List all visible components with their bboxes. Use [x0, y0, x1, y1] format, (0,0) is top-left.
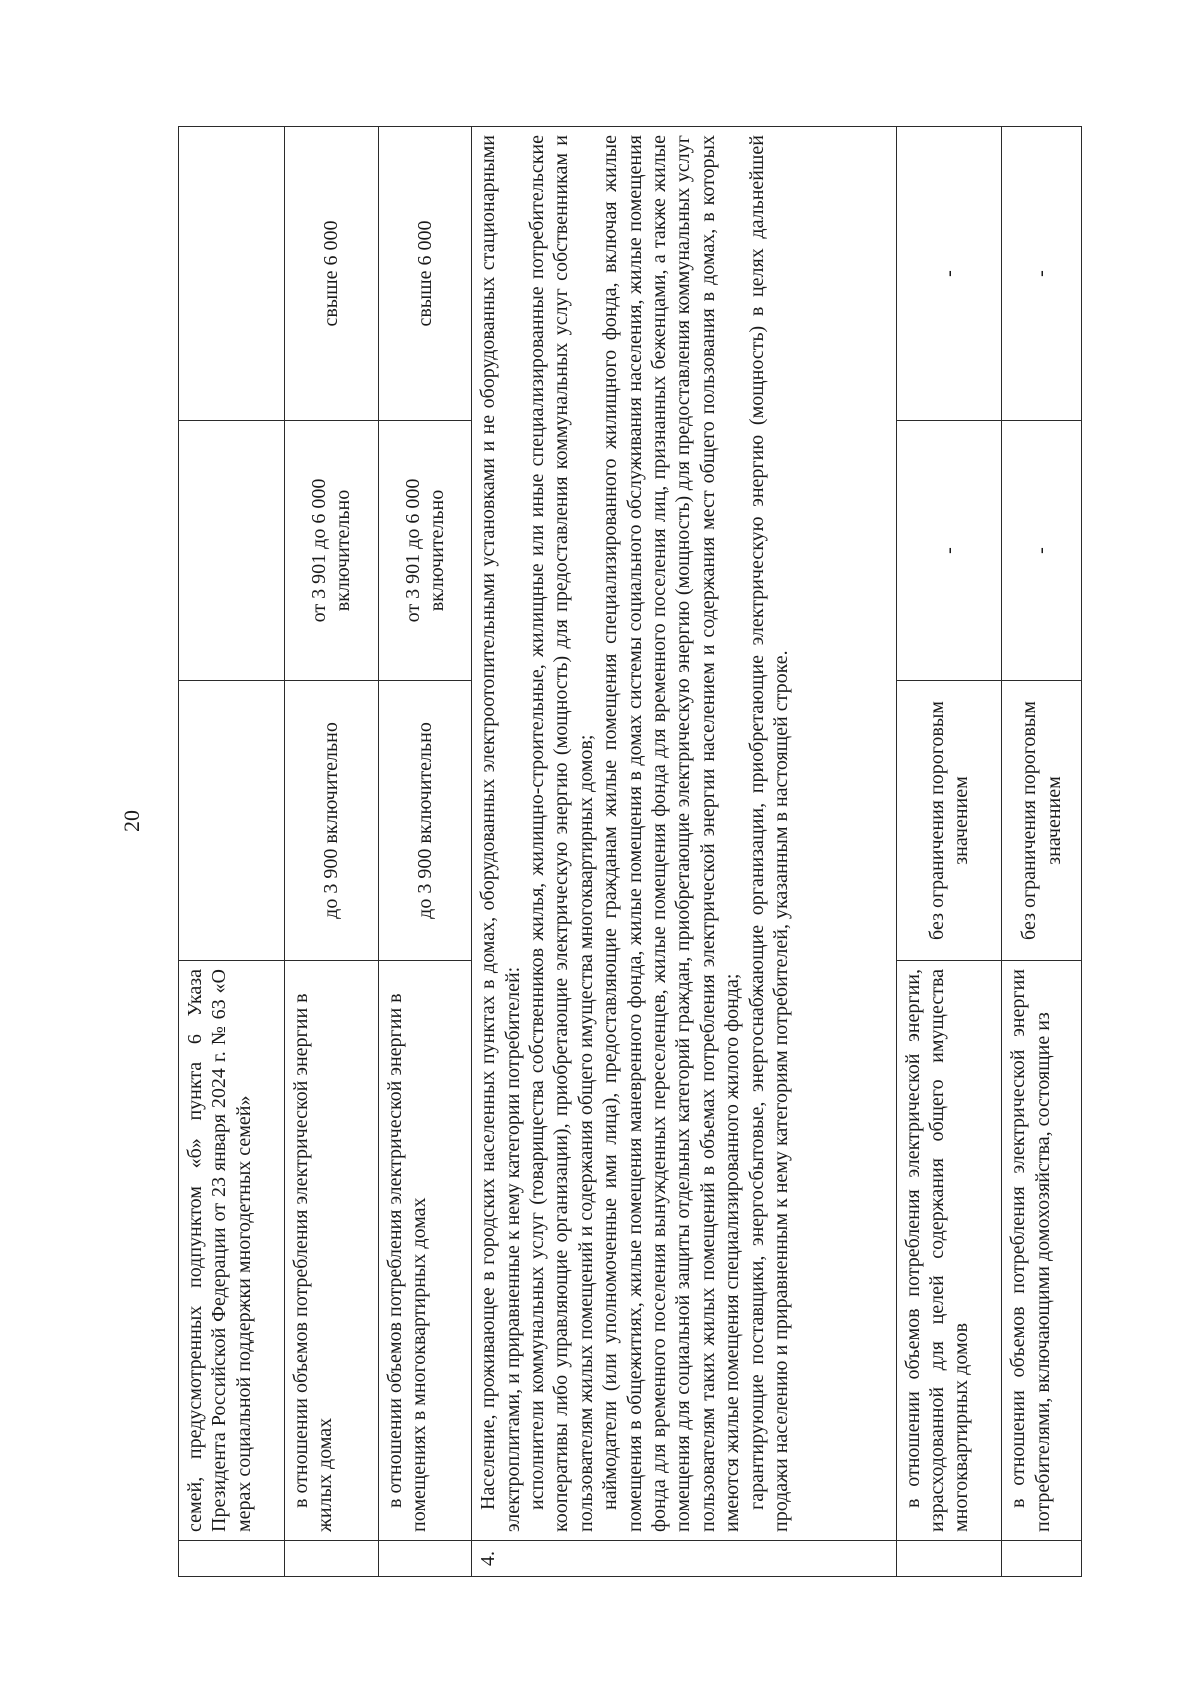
rotated-table-container: [178, 127, 1082, 1577]
table-row: [1002, 127, 1082, 1577]
table-row: [179, 127, 285, 1577]
paragraph: Население, проживающее в городских населенных пунктах в домах, оборудованных электроотопительными установками и не оборудованных стационарными электроплитами, и приравненные к нему категории потребителей:: [477, 135, 524, 1532]
value-cell: от 3 901 до 6 000 включительно: [284, 421, 378, 681]
value-cell: свыше 6 000: [378, 127, 472, 421]
value-cell: без ограничения пороговым значением: [1002, 681, 1082, 961]
page-number: 20: [119, 810, 144, 832]
value-cell: -: [896, 127, 1002, 421]
row-number-cell: [896, 1541, 1002, 1577]
description-cell: в отношении объемов потребления электрической энергии, израсходованной для целей содержания общего имущества многоквартирных домов: [896, 961, 1002, 1541]
table-row: [284, 127, 378, 1577]
table-row: [896, 127, 1002, 1577]
row-number-cell: 4.: [472, 1541, 896, 1577]
value-cell: -: [1002, 127, 1082, 421]
row-number-cell: [378, 1541, 472, 1577]
value-cell: до 3 900 включительно: [378, 681, 472, 961]
description-cell: семей, предусмотренных подпунктом «б» пункта 6 Указа Президента Российской Федерации от 23 января 2024 г. № 63 «О мерах социальной поддержки многодетных семей»: [179, 961, 285, 1541]
paragraph: наймодатели (или уполномоченные ими лица), предоставляющие гражданам жилые помещения специализированного жилищного фонда, включая жилые помещения в общежитиях, жилые помещения маневренного фонда, жилые помещения в домах системы социального обслуживания населения, жилые помещения фонда для временного поселения вынужденных переселенцев, жилые помещения фонда для временного поселения лиц, признанных беженцами, а также жилые помещения для социальной защиты отдельных категорий граждан, приобретающие электрическую энергию (мощность) для предоставления коммунальных услуг пользователям таких жилых помещений в объемах потребления электрической энергии населением и содержания мест общего пользования в домах, в которых имеются жилые помещения специализированного жилого фонда;: [599, 135, 744, 1532]
description-cell: в отношении объемов потребления электрической энергии в помещениях в многоквартирных домах: [378, 961, 472, 1541]
value-cell: -: [896, 421, 1002, 681]
paragraph: исполнители коммунальных услуг (товарищества собственников жилья, жилищно-строительные, жилищные или иные специализированные потребительские кооперативы либо управляющие организации), приобретающие электрическую энергию (мощность) для предоставления коммунальных услуг собственникам и пользователям жилых помещений и содержания общего имущества многоквартирных домов;: [526, 135, 597, 1532]
value-cell: до 3 900 включительно: [284, 681, 378, 961]
value-cell: [179, 127, 285, 421]
value-cell: [179, 421, 285, 681]
value-cell: [179, 681, 285, 961]
table-row: [378, 127, 472, 1577]
row-number-cell: [284, 1541, 378, 1577]
row-number-cell: [179, 1541, 285, 1577]
paragraph: гарантирующие поставщики, энергосбытовые, энергоснабжающие организации, приобретающие электрическую энергию (мощность) в целях дальнейшей продажи населению и приравненным к нему категориям потребителей, указанным в настоящей строке.: [745, 135, 792, 1532]
description-cell: в отношении объемов потребления электрической энергии в жилых домах: [284, 961, 378, 1541]
value-cell: -: [1002, 421, 1082, 681]
tariff-table: [178, 126, 1082, 1577]
description-cell: в отношении объемов потребления электрической энергии потребителями, включающими домохозяйства, состоящие из: [1002, 961, 1082, 1541]
row-number-cell: [1002, 1541, 1082, 1577]
value-cell: свыше 6 000: [284, 127, 378, 421]
category-description-cell: [472, 127, 896, 1541]
value-cell: без ограничения пороговым значением: [896, 681, 1002, 961]
table-row: [472, 127, 896, 1577]
value-cell: от 3 901 до 6 000 включительно: [378, 421, 472, 681]
